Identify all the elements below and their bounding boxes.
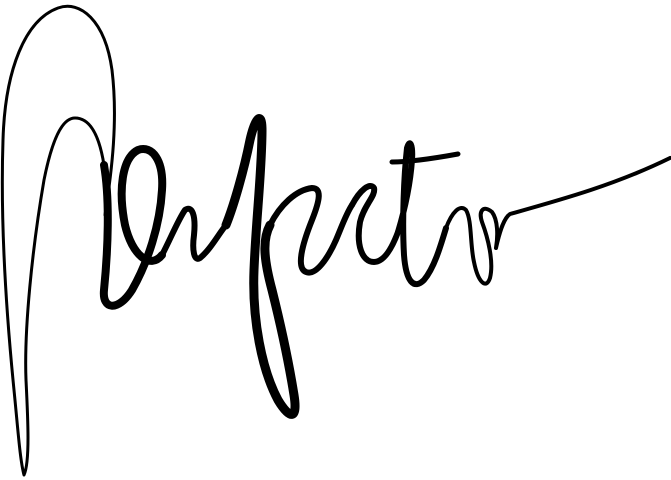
signature-stroke-f <box>226 119 295 415</box>
signature-stroke-b-bowl <box>104 149 162 306</box>
signature-stroke-a <box>270 188 352 273</box>
signature-stroke-big-loop <box>2 6 114 475</box>
signature-stroke-c <box>352 186 398 262</box>
signature-stroke-t-cross <box>392 154 458 162</box>
signature-stroke-o-r-tail <box>446 158 670 284</box>
signature-stroke-t-stem <box>398 143 446 284</box>
signature-stroke-n <box>162 209 226 259</box>
